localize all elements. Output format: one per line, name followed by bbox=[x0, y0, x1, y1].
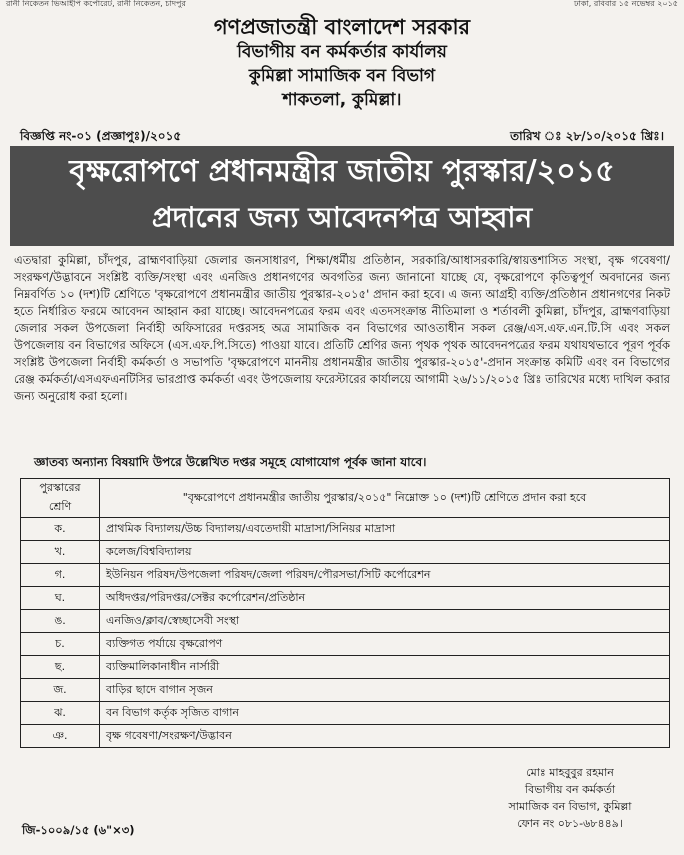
top-strip-left: রানী নিকেতন ভিআইপি কর্পোরেট, রানী নিকেতন, চাঁদপুর bbox=[6, 0, 186, 8]
signatory-office: সামাজিক বন বিভাগ, কুমিল্লা bbox=[508, 800, 632, 813]
row-description: বৃক্ষ গবেষণা/সংরক্ষণ/উদ্ভাবন bbox=[100, 725, 670, 748]
table-row bbox=[21, 702, 670, 725]
row-class: ঞ. bbox=[21, 725, 100, 748]
top-strip-right: ঢাকা, রবিবার ১৫ নভেম্বর ২০১৫ bbox=[573, 0, 678, 8]
row-description: ব্যক্তিমালিকানাধীন নার্সারী bbox=[100, 656, 670, 679]
row-description: প্রাথমিক বিদ্যালয়/উচ্চ বিদ্যালয়/এবতেদায়ী মাদ্রাসা/সিনিয়র মাদ্রাসা bbox=[100, 518, 670, 541]
signatory-phone: ফোন নং ০৮১-৬৮৪৪৯। bbox=[517, 817, 623, 830]
row-class: জ. bbox=[21, 679, 100, 702]
row-class: চ. bbox=[21, 633, 100, 656]
office-address: শাকতলা, কুমিল্লা। bbox=[282, 90, 402, 110]
row-description: ব্যক্তিগত পর্যায়ে বৃক্ষরোপণ bbox=[100, 633, 670, 656]
notice-body: এতদ্বারা কুমিল্লা, চাঁদপুর, ব্রাহ্মণবাড়িয়া জেলার জনসাধারণ, শিক্ষা/ধর্মীয় প্রতিষ্ঠান, সরকারি/আধাসরকারি/স্বায়ত্তশাসিত সংস্থা, বৃক্ষ গবেষণা/সংরক্ষণ/উদ্ভাবনে সংশ্লিষ্ট ব্যক্তি/সংস্থা এবং এনজিও প্রধানগণের অবগতির জন্য জানানো যাচ্ছে যে, বৃক্ষরোপণে কৃতিত্বপূর্ণ অবদানের জন্য নিম্নবর্ণিত ১০ (দশ)টি শ্রেণিতে 'বৃক্ষরোপণে প্রধানমন্ত্রীর জাতীয় পুরস্কার-২০১৫' প্রদান করা হবে। এ জন্য আগ্রহী ব্যক্তি/প্রতিষ্ঠান প্রধানগণের নিকট হতে নির্ধারিত ফরমে আবেদন আহ্বান করা যাচ্ছে। আবেদনপত্রের ফরম এবং এতদসংক্রান্ত নীতিমালা ও শর্তাবলী কুমিল্লা, চাঁদপুর, ব্রাহ্মণবাড়িয়া জেলার সকল উপজেলা নির্বাহী অফিসারের দপ্তরসহ অত্র সামাজিক বন বিভাগের আওতাধীন সকল রেঞ্জ/এস.এফ.এন.টি.সি এবং সকল উপজেলায় বন বিভাগের অফিসে (এস.এফ.পি.সিতে) পাওয়া যাবে। প্রতিটি শ্রেণির জন্য পৃথক পৃথক আবেদনপত্রের ফরম যথাযথভাবে পূরণ পূর্বক সংশ্লিষ্ট উপজেলা নির্বাহী কর্মকর্তা ও সভাপতি 'বৃক্ষরোপণে মাননীয় প্রধানমন্ত্রীর জাতীয় পুরস্কার-২০১৫'-প্রদান সংক্রান্ত কমিটি এবং বন বিভাগের রেঞ্জ কর্মকর্তা/এসএফএনটিসির ভারপ্রাপ্ত কর্মকর্তা এবং উপজেলায় ফরেস্টারের কার্যালয়ে আগামী ২৬/১১/২০১৫ খ্রিঃ তারিখের মধ্যে দাখিল করার জন্য অনুরোধ করা হলো। bbox=[14, 253, 670, 403]
table-row bbox=[21, 610, 670, 633]
table-row bbox=[21, 518, 670, 541]
row-description: কলেজ/বিশ্ববিদ্যালয় bbox=[100, 541, 670, 564]
banner-title-line2: প্রদানের জন্য আবেদনপত্র আহ্বান bbox=[151, 201, 533, 234]
footer-code: জি-১০০৯/১৫ (৬"×৩) bbox=[22, 823, 135, 837]
table-row bbox=[21, 633, 670, 656]
table-header-row bbox=[21, 479, 670, 518]
header-description: "বৃক্ষরোপণে প্রধানমন্ত্রীর জাতীয় পুরস্কার/২০১৫" নিম্নোক্ত ১০ (দশ)টি শ্রেণিতে প্রদান করা হবে bbox=[100, 479, 670, 518]
table-row bbox=[21, 725, 670, 748]
table-row bbox=[21, 541, 670, 564]
title-banner bbox=[10, 146, 674, 246]
table-row bbox=[21, 679, 670, 702]
banner-title-line1: বৃক্ষরোপণে প্রধানমন্ত্রীর জাতীয় পুরস্কার/২০১৫ bbox=[69, 154, 615, 189]
header-class: পুরস্কারের শ্রেণি bbox=[21, 479, 100, 518]
row-class: ঝ. bbox=[21, 702, 100, 725]
row-description: এনজিও/ক্লাব/স্বেচ্ছাসেবী সংস্থা bbox=[100, 610, 670, 633]
row-class: ঙ. bbox=[21, 610, 100, 633]
row-class: ছ. bbox=[21, 656, 100, 679]
row-description: বন বিভাগ কর্তৃক সৃজিত বাগান bbox=[100, 702, 670, 725]
table-row bbox=[21, 656, 670, 679]
office-header bbox=[0, 14, 684, 112]
notice-note: জ্ঞাতব্য অন্যান্য বিষয়াদি উপরে উল্লেখিত দপ্তর সমূহে যোগাযোগ পূর্বক জানা যাবে। bbox=[34, 455, 427, 469]
row-class: খ. bbox=[21, 541, 100, 564]
signature-block bbox=[470, 764, 670, 832]
award-categories-table bbox=[20, 478, 670, 748]
row-class: ক. bbox=[21, 518, 100, 541]
row-description: অধিদপ্তর/পরিদপ্তর/সেক্টর কর্পোরেশন/প্রতিষ্ঠান bbox=[100, 587, 670, 610]
row-description: ইউনিয়ন পরিষদ/উপজেলা পরিষদ/জেলা পরিষদ/পৌরসভা/সিটি কর্পোরেশন bbox=[100, 564, 670, 587]
notice-date: তারিখ ঃ ২৮/১০/২০১৫ খ্রিঃ। bbox=[510, 129, 664, 143]
memo-number: বিজ্ঞপ্তি নং-০১ (প্রজ্ঞাপুঃ)/২০১৫ bbox=[20, 129, 182, 143]
top-strip bbox=[0, 0, 684, 10]
office-name: বিভাগীয় বন কর্মকর্তার কার্যালয় bbox=[237, 42, 447, 62]
signatory-name: মোঃ মাহবুবুর রহমান bbox=[526, 766, 614, 779]
row-class: ঘ. bbox=[21, 587, 100, 610]
table-row bbox=[21, 587, 670, 610]
row-description: বাড়ির ছাদে বাগান সৃজন bbox=[100, 679, 670, 702]
reference-line bbox=[20, 128, 664, 144]
row-class: গ. bbox=[21, 564, 100, 587]
table-row bbox=[21, 564, 670, 587]
division-name: কুমিল্লা সামাজিক বন বিভাগ bbox=[248, 66, 436, 86]
govt-title: গণপ্রজাতন্ত্রী বাংলাদেশ সরকার bbox=[213, 15, 471, 39]
signatory-designation: বিভাগীয় বন কর্মকর্তা bbox=[524, 783, 616, 796]
